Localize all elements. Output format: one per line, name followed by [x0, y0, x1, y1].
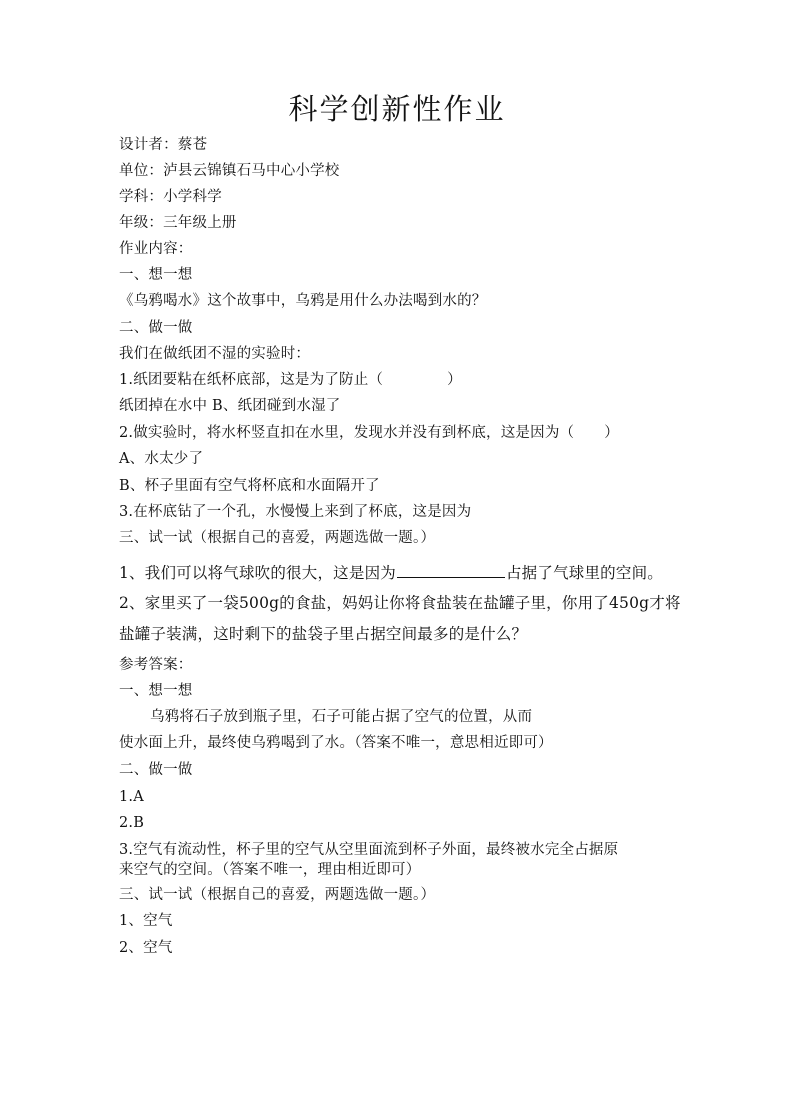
fill-in-blank[interactable]: [397, 561, 505, 578]
answers-part2-a2: 2.B: [119, 815, 145, 831]
part3-question-1: [119, 561, 663, 583]
part3-heading: 三、试一试（根据自己的喜爱，两题选做一题。）: [119, 530, 436, 546]
part2-question-2: [119, 423, 619, 443]
answers-part1-heading: 一、想一想: [119, 683, 193, 699]
part2-question-3: 3.在杯底钻了一个孔，水慢慢上来到了杯底，这是因为: [119, 504, 472, 520]
part2-intro: 我们在做纸团不湿的实验时：: [119, 346, 311, 362]
answers-part3-heading: 三、试一试（根据自己的喜爱，两题选做一题。）: [119, 887, 436, 903]
answers-part2-a3-line1: 3.空气有流动性，杯子里的空气从空里面流到杯子外面，最终被水完全占据原: [119, 842, 619, 858]
unit-line: 单位：泸县云锦镇石马中心小学校: [119, 163, 340, 179]
part2-q2-option-a: A、水太少了: [119, 451, 204, 467]
subject-line: 学科：小学科学: [119, 189, 222, 205]
answers-part3-a2: 2、空气: [119, 940, 173, 956]
part1-question: 《乌鸦喝水》这个故事中，乌鸦是用什么办法喝到水的？: [119, 293, 487, 309]
part2-question-1: [119, 370, 462, 390]
part2-heading: 二、做一做: [119, 320, 193, 336]
content-label: 作业内容：: [119, 241, 193, 257]
part3-q1-text: 1、我们可以将气球吹的很大，这是因为: [119, 564, 396, 582]
part2-q2-option-b: B、杯子里面有空气将杯底和水面隔开了: [119, 478, 380, 494]
part1-heading: 一、想一想: [119, 267, 193, 283]
answers-part1-line2: 使水面上升，最终使乌鸦喝到了水。（答案不唯一，意思相近即可）: [119, 735, 553, 751]
part2-q1-close: ）: [447, 372, 462, 388]
part3-question-2-line1: 2、家里买了一袋500g的食盐，妈妈让你将食盐装在盐罐子里，你用了450g才将: [119, 594, 681, 612]
page-title: 科学创新性作业: [288, 92, 506, 126]
answers-part2-a1: 1.A: [119, 789, 144, 805]
answers-part1-line1: 乌鸦将石子放到瓶子里，石子可能占据了空气的位置，从而: [150, 709, 533, 725]
part3-question-2-line2: 盐罐子装满，这时剩下的盐袋子里占据空间最多的是什么？: [119, 625, 528, 643]
part2-q1-options: 纸团掉在水中 B、纸团碰到水湿了: [119, 398, 341, 414]
part2-q2-close: ）: [604, 425, 619, 441]
grade-line: 年级：三年级上册: [119, 215, 237, 231]
answers-part2-heading: 二、做一做: [119, 762, 193, 778]
answers-part2-a3-line2: 来空气的空间。（答案不唯一，理由相近即可）: [119, 862, 421, 878]
answers-part3-a1: 1、空气: [119, 913, 173, 929]
part2-q1-text: 1.纸团要粘在纸杯底部，这是为了防止（: [119, 372, 384, 388]
answers-label: 参考答案：: [119, 657, 193, 673]
designer-line: 设计者：蔡苍: [119, 137, 208, 153]
part2-q2-text: 2.做实验时，将水杯竖直扣在水里，发现水并没有到杯底，这是因为（: [119, 425, 575, 441]
part3-q1-tail: 占据了气球里的空间。: [505, 564, 663, 582]
